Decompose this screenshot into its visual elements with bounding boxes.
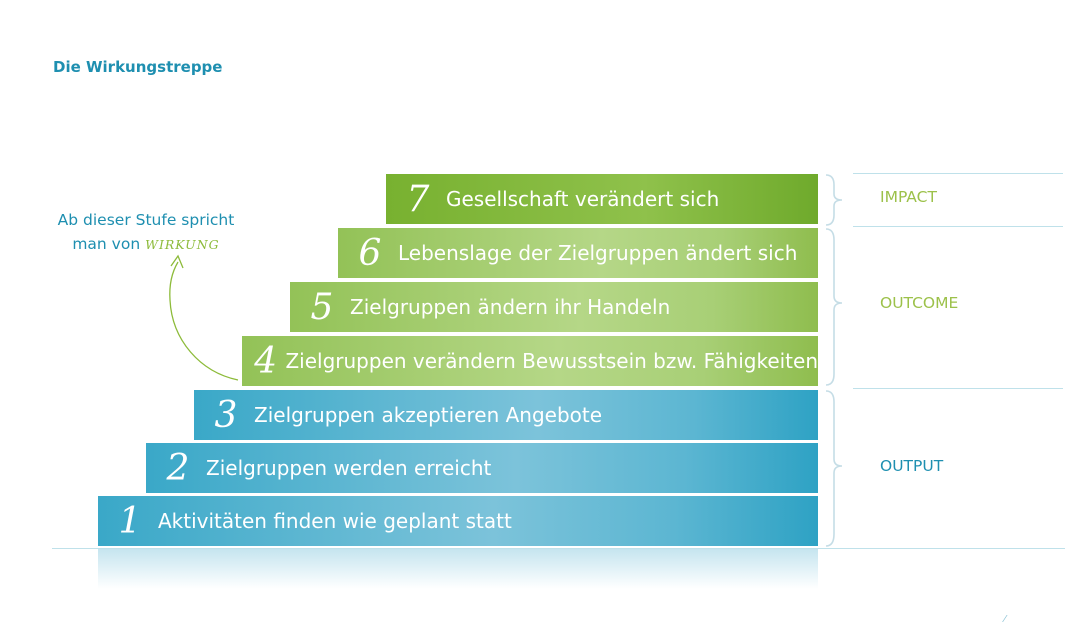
outcome-label: OUTCOME xyxy=(880,294,959,312)
step-3-number: 3 xyxy=(214,394,238,436)
step-5-number: 5 xyxy=(310,286,334,328)
step-6-number: 6 xyxy=(358,232,382,274)
step-5-label: Zielgruppen ändern ihr Handeln xyxy=(350,295,671,319)
corner-mark: ⁄ xyxy=(1004,614,1006,625)
output-brace xyxy=(826,391,842,546)
annotation-emphasis: WIRKUNG xyxy=(145,237,220,252)
step-7-number: 7 xyxy=(406,178,430,220)
impact-label: IMPACT xyxy=(880,188,937,206)
annotation-line-1: Ab dieser Stufe spricht xyxy=(57,211,235,229)
step-1-label: Aktivitäten finden wie geplant statt xyxy=(158,509,512,533)
page-title: Die Wirkungstreppe xyxy=(53,58,223,76)
outcome-brace xyxy=(826,229,842,385)
step-4-label: Zielgruppen verändern Bewusstsein bzw. Fähigkeiten xyxy=(285,349,818,373)
step-2-number: 2 xyxy=(166,447,190,489)
step-6-label: Lebenslage der Zielgruppen ändert sich xyxy=(398,241,798,265)
output-label: OUTPUT xyxy=(880,457,944,475)
impact-brace xyxy=(826,175,842,225)
annotation-line-2-text: man von xyxy=(72,235,141,253)
step-3-label: Zielgruppen akzeptieren Angebote xyxy=(254,403,603,427)
step-4-number: 4 xyxy=(254,340,278,382)
step-7-label: Gesellschaft verändert sich xyxy=(446,187,720,211)
step-2-label: Zielgruppen werden erreicht xyxy=(206,456,492,480)
step-1-number: 1 xyxy=(118,500,142,542)
